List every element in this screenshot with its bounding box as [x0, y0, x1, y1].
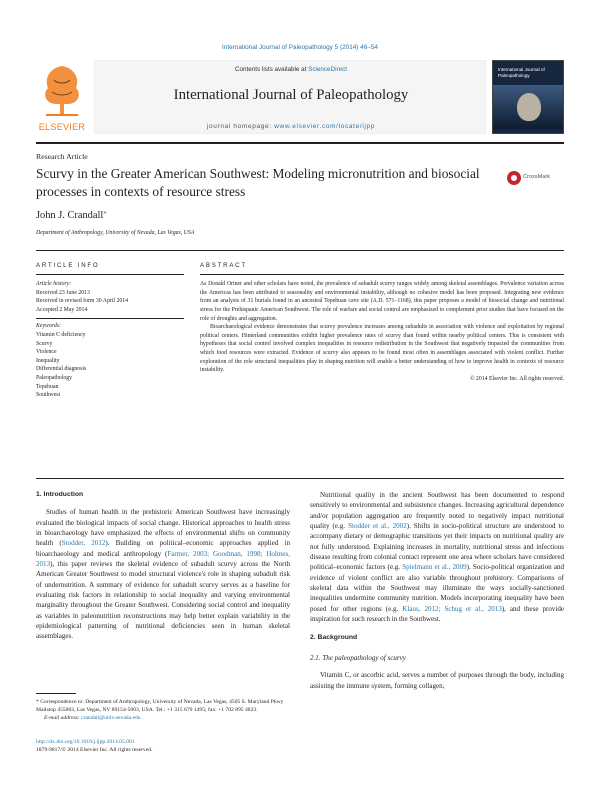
body-text: ), and these provide inspiration for such research in the Southwest.	[310, 604, 565, 624]
elsevier-logo	[36, 60, 88, 134]
article-info-rule	[36, 274, 184, 275]
cover-skull-icon	[517, 93, 541, 121]
homepage-url-link[interactable]: www.elsevier.com/locate/ijpp	[274, 123, 376, 130]
header-rule	[36, 250, 564, 251]
masthead-rule	[36, 142, 564, 144]
abstract-paragraph: Bioarchaeological evidence demonstrates that scurvy prevalence increases among subadults in association with violence and exploitation by regional political centers. Hinterland communities exhibit higher prevalence rates of scurvy than found within nearby political centers. This is consistent with hypotheses that social control involved complex inequalities in resource redistribution in the Southwest that negatively impacted the communities from which food resources were extracted. Evidence of scurvy also appears to be found most often in assemblages associated with violent conflict. Further exploration of the role structural inequalities play in shaping nutrition will enable a better understanding of how to improve health in contexts of resource instability.	[200, 324, 564, 374]
body-text: ). Socio-political organization and evidence of violent conflict are also variable throughout prehistory. Comparisons of skeletal data within the Southwest may illuminate the ways socially-sanctioned inequalities undermine community nutrition. Models incorporating inequality have been posed for other regions (e.g.	[310, 563, 565, 613]
citation-link[interactable]: Spielmann et al., 2009	[402, 563, 467, 572]
article-type: Research Article	[36, 152, 88, 161]
footnote-mark: *	[36, 699, 39, 705]
subsection-heading-scurvy: 2.1. The paleopathology of scurvy	[310, 653, 406, 662]
section-heading-introduction: 1. Introduction	[36, 491, 84, 498]
issn-line: 1879-9817/© 2014 Elsevier Inc. All rights reserved.	[36, 747, 153, 753]
doi-link[interactable]: http://dx.doi.org/10.1016/j.ijpp.2014.05.001	[36, 739, 135, 745]
section-heading-background: 2. Background	[310, 634, 358, 642]
intro-paragraph	[36, 507, 290, 641]
keyword-item: Inequality	[36, 357, 60, 364]
abstract-paragraph: As Donald Ortner and other scholars have noted, the prevalence of subadult scurvy ranges widely among skeletal assemblages. Prevalence variation across the Americas has been attributed to seasonality and environmental instability, although no cohesive model has been proposed. Integrating new evidence from an analysis of 31 burials found in an ancestral Tepehuan cave site (A.D. 571–1168), this paper proposes a model of biosocial change and nutritional stress for the Prehispanic American Southwest. The role of warfare and social control are emphasized to complement prior studies that have focused on the role of droughts and aggregation.	[200, 281, 564, 322]
info-divider	[36, 318, 184, 319]
journal-masthead	[36, 54, 564, 138]
keyword-item: Paleopathology	[36, 374, 73, 381]
keyword-item: Violence	[36, 349, 57, 356]
footnote-text: Correspondence to: Department of Anthropology, University of Nevada, Las Vegas, 4505 S. Maryland Pkwy Mailstop 455003, Las Vegas, NV 89154-5003, USA. Tel.: +1 315 679 1495; fax: +1 702 895 4823.	[36, 699, 284, 713]
history-item: Received 23 June 2013	[36, 289, 90, 296]
footnote	[36, 699, 290, 723]
journal-cover-image	[492, 60, 564, 134]
keyword-item: Tepehuan	[36, 383, 59, 390]
contents-prefix: Contents lists available at	[234, 66, 307, 73]
abstract-body	[200, 280, 564, 384]
body-text: Nutritional quality in the ancient Southwest has been documented to respond sensitively to environmental and subsistence changes. Increasing agricultural dependence and/or population aggregation are frequently noted to negatively impact nutritional quality (e.g.	[310, 491, 564, 531]
body-column-left	[36, 490, 290, 642]
elsevier-wordmark: ELSEVIER	[38, 122, 86, 132]
keyword-item: Differential diagnosis	[36, 366, 87, 373]
keywords-label: Keywords:	[36, 323, 61, 330]
author-line	[36, 210, 107, 221]
citation-link[interactable]: Stodder et al., 2002	[348, 522, 407, 531]
sciencedirect-link[interactable]: ScienceDirect	[308, 66, 347, 73]
intro-text: ), this paper reviews the skeletal evidence of subadult scurvy across the North American Greater Southwest to model structural violence's role in shaping subadult risk of undernutrition. A summary of evidence for subadult scurvy serves as a baseline for evaluating risk factors in relationship to social inequality and varying environmental marginality throughout the Greater Southwest. Considering social control and inequality as variables in paleonutrition reconstructions may help better explain variability in the epidemiological patterning of nutritional deficiencies seen in human skeletal assemblages.	[36, 560, 290, 641]
homepage-label: journal homepage:	[206, 123, 272, 130]
citation-link[interactable]: Klaus, 2012; Schug et al., 2013	[402, 604, 502, 613]
author-affiliation: Department of Anthropology, University of Nevada, Las Vegas, USA	[36, 230, 195, 236]
homepage-line	[95, 123, 487, 130]
keyword-item: Scurvy	[36, 340, 53, 347]
keyword-item: Southwest	[36, 392, 61, 399]
contents-line	[95, 66, 487, 73]
history-item: Accepted 2 May 2014	[36, 306, 88, 313]
history-label: Article history:	[36, 281, 72, 287]
elsevier-tree-icon	[40, 60, 84, 118]
corresponding-author-mark[interactable]: *	[103, 210, 107, 218]
footnote-rule	[36, 693, 76, 694]
history-item: Received in revised form 30 April 2014	[36, 298, 129, 305]
body-text: ). Shifts in socio-political structure are understood to accompany dietary or demographic transitions yet their impacts on nutritional quality are not fully understood. Explaining increases in mortality, nutritional stress and infectious disease resulting from colonial contact represent one area where scholars have considered political–economic factors (e.g.	[310, 522, 564, 572]
body-paragraph	[310, 490, 564, 624]
article-info-panel	[36, 280, 184, 400]
crossmark-badge[interactable]	[507, 168, 567, 188]
article-title: Scurvy in the Greater American Southwest: Modeling micronutrition and biosocial processes in contexts of resource stress	[36, 166, 480, 199]
email-label: E-mail address:	[44, 714, 80, 721]
journal-name: International Journal of Paleopathology	[173, 87, 409, 103]
doi-block	[36, 738, 290, 754]
email-link[interactable]: crandall@unlv.nevada.edu	[81, 714, 141, 721]
citation-link[interactable]: Farmer, 2003; Goodman, 1998; Holmes, 2013	[36, 549, 291, 569]
crossmark-icon	[507, 171, 521, 185]
article-info-heading: ARTICLE INFO	[36, 262, 100, 269]
abstract-copyright: © 2014 Elsevier Inc. All rights reserved.	[470, 375, 564, 382]
abstract-rule	[200, 274, 564, 275]
body-paragraph: Vitamin C, or ascorbic acid, serves a number of purposes through the body, including assisting the immune system, forming collagen,	[310, 671, 564, 690]
journal-banner	[94, 60, 486, 134]
intro-text: ). Building on political–economic approaches applied in bioarchaeology and medical anthropology (	[36, 539, 291, 558]
keyword-item: Vitamin C deficiency	[36, 331, 86, 338]
cover-title: International Journal of Paleopathology	[498, 67, 545, 78]
body-column-right	[310, 490, 564, 691]
crossmark-label: CrossMark	[523, 174, 551, 180]
author-name: John J. Crandall	[36, 210, 104, 221]
intro-text: Studies of human health in the prehistoric American Southwest have increasingly evaluated the biological impacts of social change. Historical approaches to health stress in bioarchaeology have emphasized the effects of environmental shifts on community health (	[36, 508, 290, 548]
abstract-heading: ABSTRACT	[200, 262, 247, 269]
running-head[interactable]: International Journal of Paleopathology 5 (2014) 46–54	[222, 44, 378, 51]
citation-link[interactable]: Stodder, 2012	[61, 539, 106, 548]
abstract-end-rule	[36, 478, 564, 479]
